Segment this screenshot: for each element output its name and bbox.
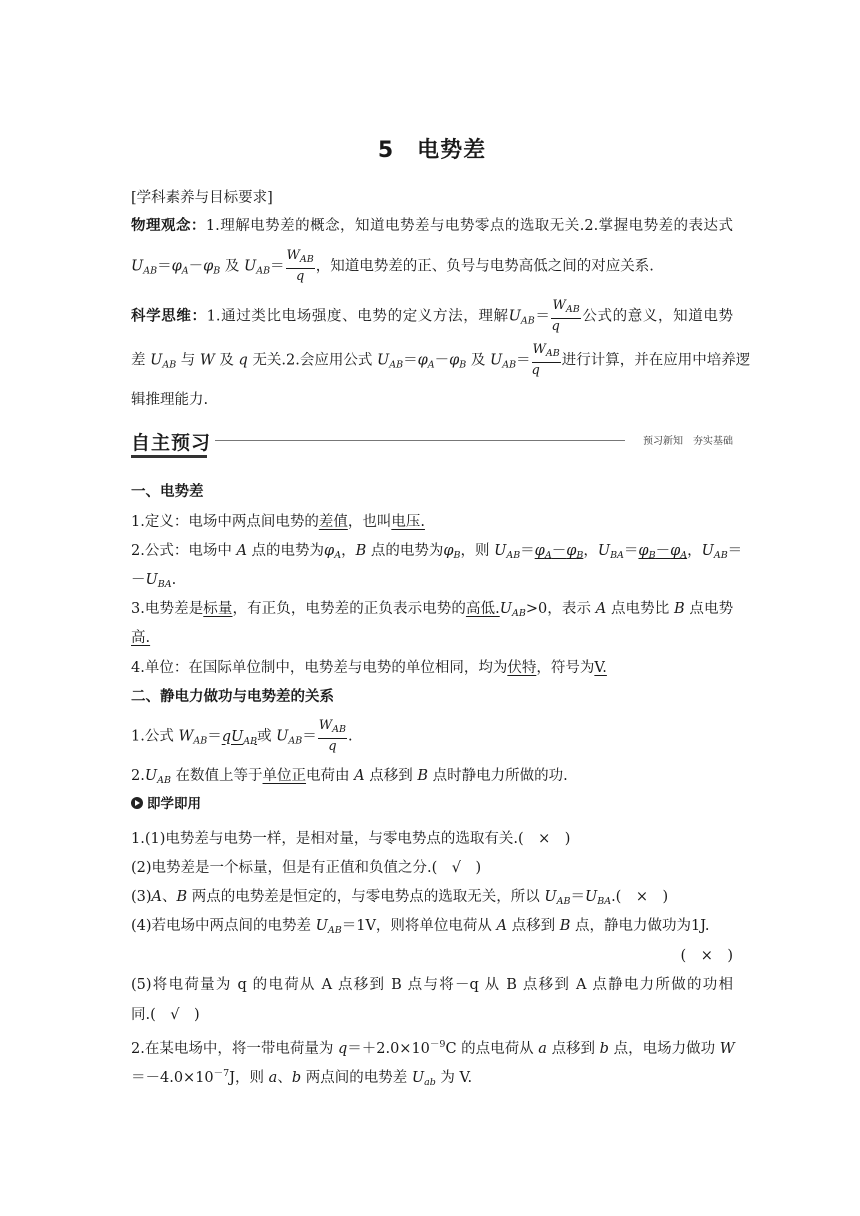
science-thinking-line3: 辑推理能力. — [131, 392, 209, 408]
unit-line: 4.单位：在国际单位制中，电势差与电势的单位相同，均为伏特，符号为V. — [131, 660, 607, 676]
formula-line1: 2.公式：电场中 A 点的电势为$\varphi_A$，B 点的电势为$\varphi_B$，则 $U_{AB}=\varphi_A-\varphi_B$，$U_{BA}=\varphi_B-\varphi_A$，$U_{AB}=$ — [131, 543, 743, 561]
question-1-5-line2: 同.( √ ) — [131, 1007, 200, 1023]
science-thinking-line1: 科学思维：1.通过类比电场强度、电势的定义方法，理解$U_{AB}=$ $\frac{W_{AB}}{q}$ 公式的意义，知道电势 — [131, 298, 733, 334]
question-2-line1: 2.在某电场中，将一带电荷量为 $q=+2.0\times 10^{-9}C$ 的点电荷从 a 点移到 b 点，电场力做功 W — [131, 1039, 735, 1057]
work-meaning-line: $2.U_{AB}$ 在数值上等于单位正电荷由 A 点移到 B 点时静电力所做的功. — [131, 768, 568, 786]
scalar-line1: 3.电势差是标量，有正负，电势差的正负表示电势的高低$.U_{AB}>0$，表示 A 点电势比 B 点电势 — [131, 601, 734, 619]
question-1-3: (3)A、B 两点的电势差是恒定的，与零电势点的选取无关，所以 $U_{AB}=U_{BA}$.( × ) — [131, 889, 669, 907]
physics-concept-label: 物理观念： — [131, 218, 206, 234]
section-title: 自主预习 — [131, 432, 212, 454]
part2-heading: 二、静电力做功与电势差的关系 — [131, 689, 334, 705]
definition-line: 1.定义：电场中两点间电势的差值，也叫电压. — [131, 514, 425, 530]
question-1-1: 1.(1)电势差与电势一样，是相对量，与零电势点的选取有关.( × ) — [131, 831, 571, 847]
question-1-4-answer: ( × ) — [680, 948, 733, 964]
physics-concept-line2: $U_{AB}=\varphi_A-\varphi_B$ 及 $U_{AB}=$ $\frac{W_{AB}}{q}$ ，知道电势差的正、负号与电势高低之间的对应关系. — [131, 248, 654, 284]
part1-heading: 一、电势差 — [131, 484, 204, 500]
section-tag: 预习新知 夯实基础 — [643, 436, 733, 447]
science-thinking-label: 科学思维： — [131, 308, 207, 325]
question-2-line2: $=-4.0\times 10^{-7}J$，则 a、b 两点间的电势差 $U_{ab}$ 为 V. — [131, 1068, 473, 1088]
question-1-4: (4)若电场中两点间的电势差 $U_{AB}=1V$，则将单位电荷从 A 点移到 B 点，静电力做功为1J. — [131, 918, 710, 936]
section-underline — [131, 455, 207, 458]
question-1-2: (2)电势差是一个标量，但是有正值和负值之分.( √ ) — [131, 860, 482, 876]
fraction-wab-q: $\frac{W_{AB}}{q}$ — [286, 248, 314, 284]
science-thinking-line2: 差 $U_{AB}$ 与 W 及 q 无关.2.会应用公式 $U_{AB}=\varphi_A-\varphi_B$ 及 $U_{AB}=$ $\frac{W_{AB}}{q}$ 进行计算，并在应用中培养逻 — [131, 342, 751, 378]
physics-concept-line1: 物理观念：1.理解电势差的概念，知道电势差与电势零点的选取无关.2.掌握电势差的表达式 — [131, 218, 734, 234]
section-divider — [215, 440, 625, 441]
play-circle-icon — [131, 797, 143, 809]
work-formula-line: 1.公式 $W_{AB}=qU_{AB}$或 $U_{AB}=$ $\frac{W_{AB}}{q}$ . — [131, 718, 353, 754]
page-title: 5 电势差 — [377, 138, 487, 163]
formula-line2: $-U_{BA}$. — [131, 572, 177, 590]
question-1-5-line1: (5)将电荷量为 q 的电荷从 A 点移到 B 点与将－q 从 B 点移到 A 点静电力所做的功相 — [131, 977, 733, 993]
requirements-heading: [学科素养与目标要求] — [131, 190, 273, 206]
section-header — [131, 428, 733, 460]
scalar-line2: 高. — [131, 630, 151, 646]
practice-heading: 即学即用 — [131, 794, 201, 814]
